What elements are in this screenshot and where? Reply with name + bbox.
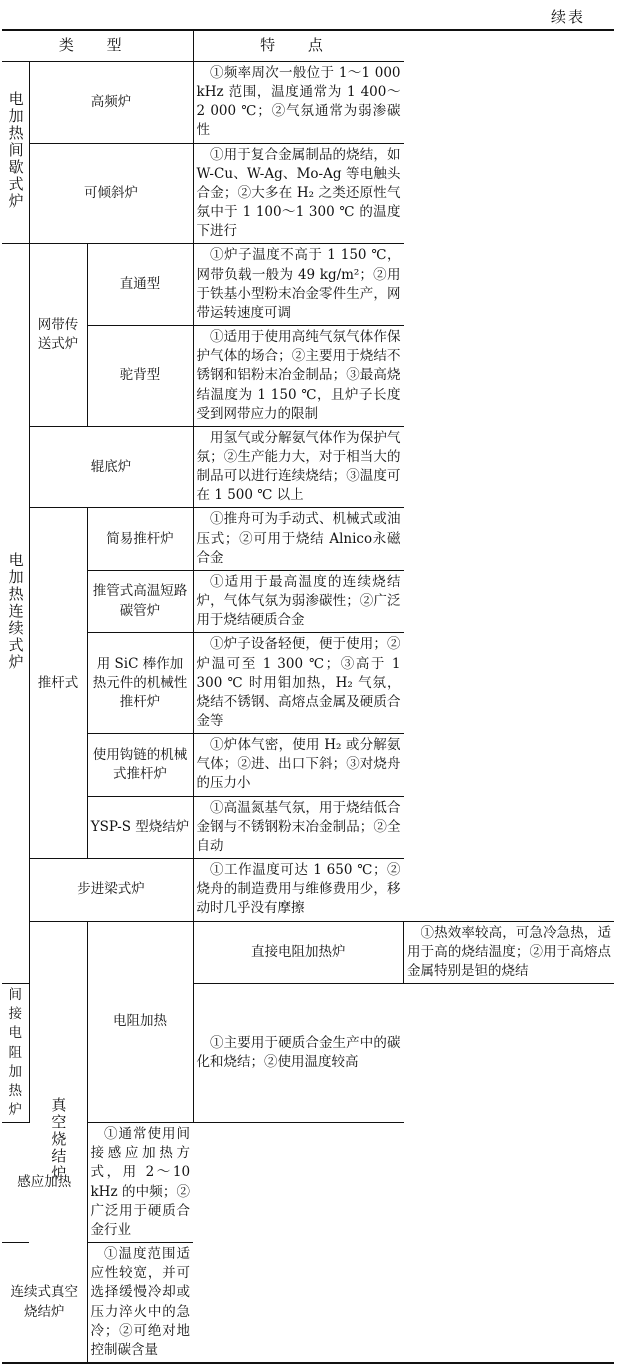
- group-name: 真空烧结炉: [49, 1096, 68, 1182]
- row-label: 可倾斜炉: [29, 143, 193, 244]
- table-row: [2, 859, 614, 921]
- row-feature: ①炉子设备轻便，便于使用；②炉温可至 1 300 ℃；③高于 1 300 ℃ 时用钼加热，H₂ 气氛，烧结不锈钢、高熔点金属及硬质合金等: [193, 633, 403, 734]
- row-feature: ①炉子温度不高于 1 150 ℃，网带负载一般为 49 kg/m²；②用于铁基小型粉末冶金零件生产，网带运转速度可调: [193, 244, 403, 326]
- table-caption: 续表: [550, 8, 585, 26]
- row-feature: ①炉体气密，使用 H₂ 或分解氨气体；②进、出口下斜；③对烧舟的压力小: [193, 734, 403, 796]
- row-label: 间接电阻加热炉: [2, 984, 29, 1123]
- table-row: [2, 921, 614, 983]
- table-row: [2, 508, 614, 570]
- subgroup-label: 网带传送式炉: [29, 244, 87, 426]
- row-feature: ①热效率较高，可急冷急热，适用于高的烧结温度；②用于高熔点金属特别是钽的烧结: [404, 921, 614, 983]
- row-feature: 用氢气或分解氨气体作为保护气氛；②生产能力大，对于相当大的制品可以进行连续烧结；③温度可在 1 500 ℃ 以上: [193, 426, 403, 508]
- table-row: [2, 62, 614, 144]
- group-label: [2, 244, 29, 984]
- table-row: [2, 143, 614, 244]
- row-feature: ①工作温度可达 1 650 ℃；②烧舟的制造费用与维修费用少，移动时几乎没有摩擦: [193, 859, 403, 921]
- table-row: [2, 734, 614, 796]
- furnace-type-table: [2, 29, 614, 1364]
- table-row: [2, 570, 614, 632]
- table-row: [2, 326, 614, 427]
- row-label: 辊底炉: [29, 426, 193, 508]
- table-row: [2, 1243, 614, 1363]
- table-row: [2, 1123, 614, 1243]
- row-label: 用 SiC 棒作加热元件的机械性推杆炉: [87, 633, 193, 734]
- group-name: 电加热间歇式炉: [6, 90, 25, 210]
- row-feature: ①高温氮基气氛，用于烧结低合金钢与不锈钢粉末冶金制品；②全自动: [193, 796, 403, 858]
- table-row: [2, 426, 614, 508]
- row-feature: ①适用于使用高纯气氛气体作保护气体的场合；②主要用于烧结不锈钢和铝粉末冶金制品；③最高烧结温度为 1 150 ℃，且炉子长度受到网带应力的限制: [193, 326, 403, 427]
- table-row: [2, 796, 614, 858]
- row-feature: ①用于复合金属制品的烧结，如 W-Cu、W-Ag、Mo-Ag 等电触头合金；②大多在 H₂ 之类还原性气氛中于 1 100～1 300 ℃ 的温度下进行: [193, 143, 403, 244]
- table-row: [2, 633, 614, 734]
- row-label: 高频炉: [29, 62, 193, 144]
- row-label: 推管式高温短路碳管炉: [87, 570, 193, 632]
- row-label: 简易推杆炉: [87, 508, 193, 570]
- row-feature: ①频率周次一般位于 1～1 000 kHz 范围，温度通常为 1 400～2 000 ℃；②气氛通常为弱渗碳性: [193, 62, 403, 144]
- row-label: 感应加热: [2, 1123, 87, 1243]
- subgroup-label: 推杆式: [29, 508, 87, 859]
- subgroup-label: 电阻加热: [87, 921, 193, 1123]
- row-label: YSP-S 型烧结炉: [87, 796, 193, 858]
- group-name: 电加热连续式炉: [6, 551, 25, 671]
- table-row: [2, 244, 614, 326]
- row-label: 连续式真空烧结炉: [2, 1243, 87, 1363]
- row-label: 驼背型: [87, 326, 193, 427]
- row-feature: ①主要用于硬质合金生产中的碳化和烧结；②使用温度较高: [193, 984, 403, 1123]
- row-label: 使用钩链的机械式推杆炉: [87, 734, 193, 796]
- header-row: [2, 30, 614, 62]
- header-type: 类 型: [2, 30, 193, 62]
- row-feature: ①适用于最高温度的连续烧结炉，气体气氛为弱渗碳性；②广泛用于烧结硬质合金: [193, 570, 403, 632]
- group-label: [2, 62, 29, 244]
- row-label: 直接电阻加热炉: [193, 921, 403, 983]
- row-feature: ①推舟可为手动式、机械式或油压式；②可用于烧结 Alnico永磁合金: [193, 508, 403, 570]
- row-label: 直通型: [87, 244, 193, 326]
- row-feature: ①通常使用间接感应加热方式，用 2～10 kHz 的中频；②广泛用于硬质合金行业: [87, 1123, 193, 1243]
- row-label: 步进梁式炉: [29, 859, 193, 921]
- row-feature: ①温度范围适应性较宽，并可选择缓慢冷却或压力淬火中的急冷；②可绝对地控制碳含量: [87, 1243, 193, 1363]
- header-feature: 特 点: [193, 30, 403, 62]
